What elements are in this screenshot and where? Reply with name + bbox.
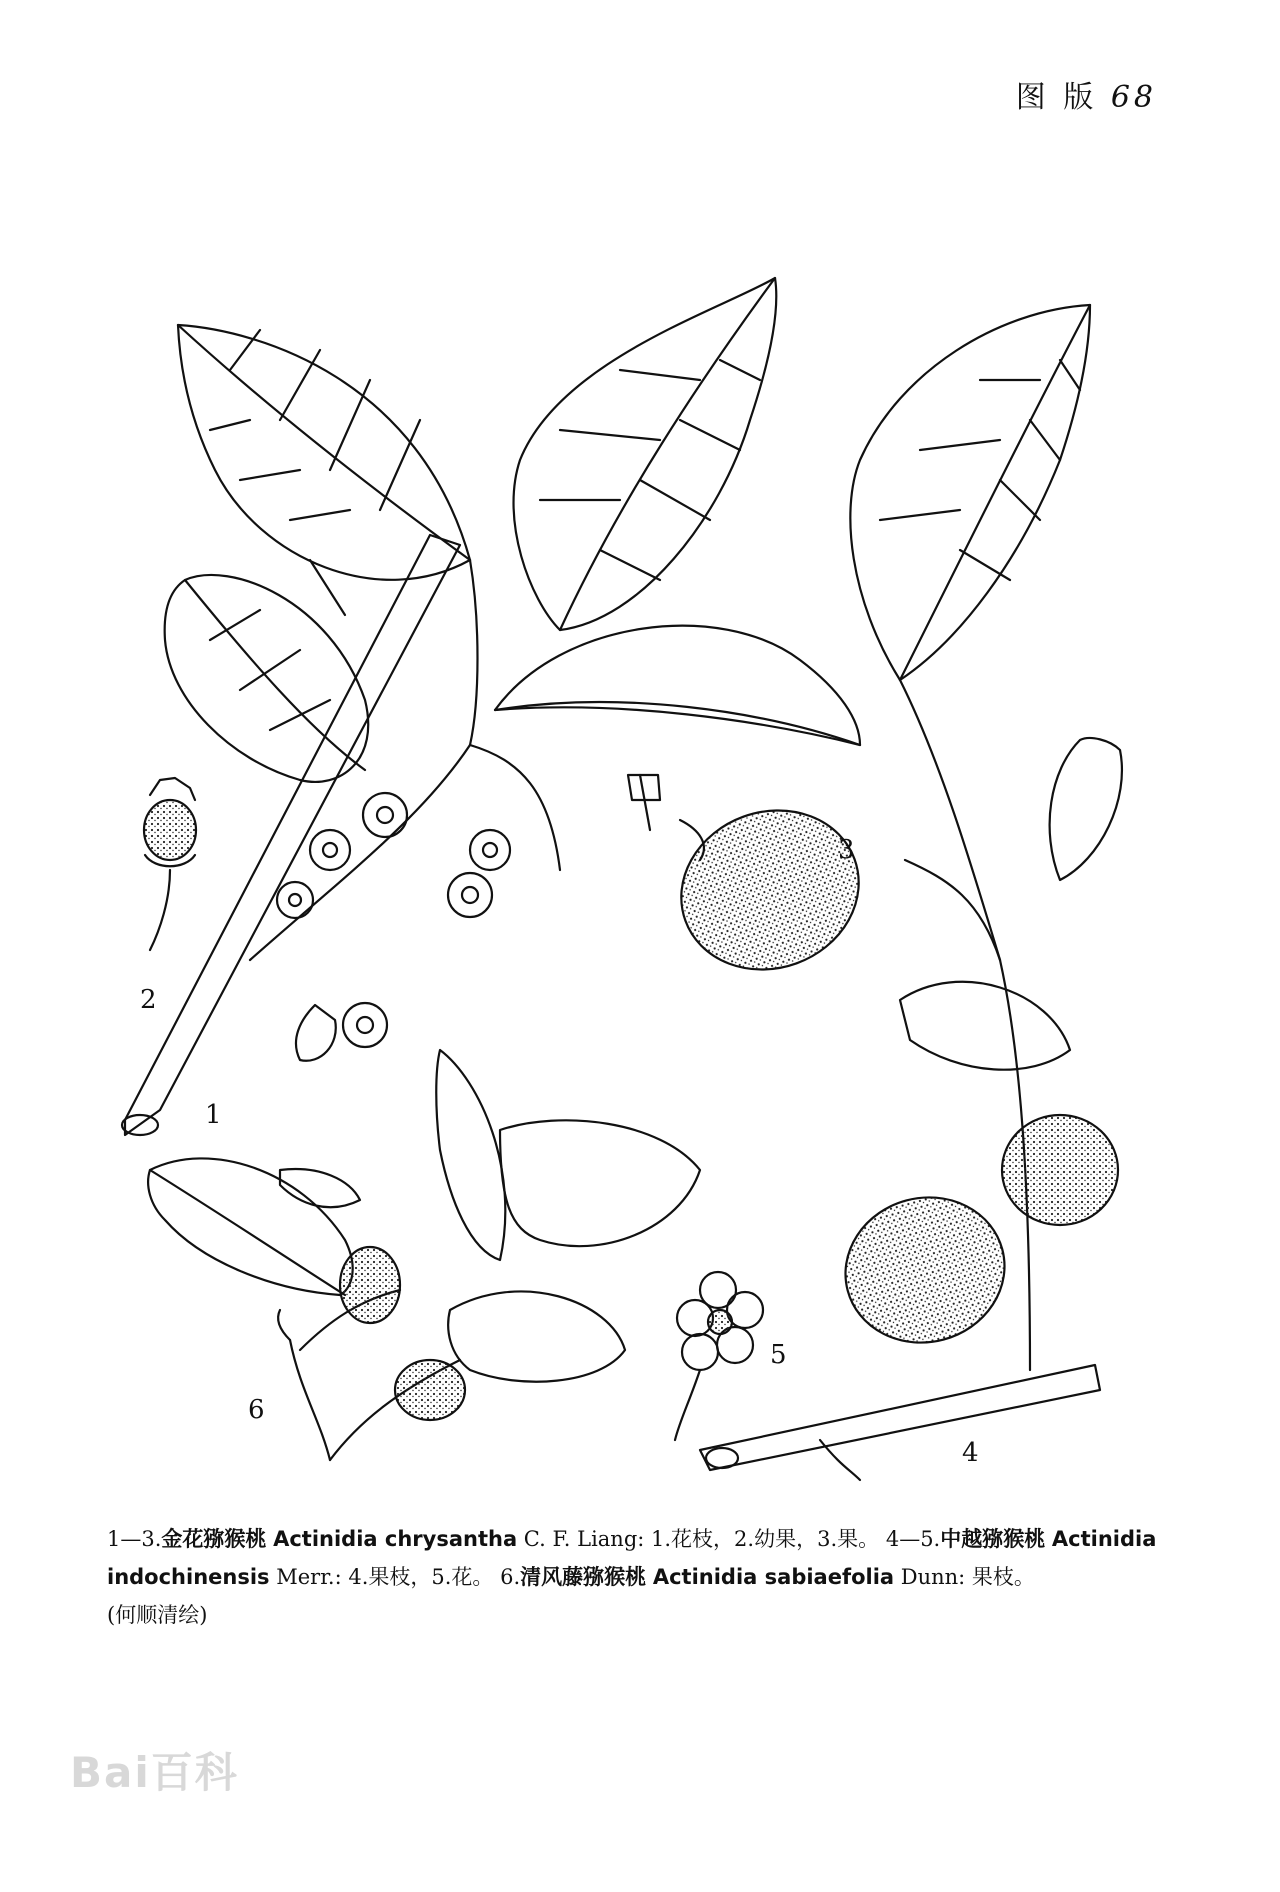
leaf xyxy=(500,1120,700,1246)
leaf xyxy=(1050,738,1122,880)
leaf xyxy=(148,1158,353,1295)
figure-label-6: 6 xyxy=(248,1395,265,1425)
leaf xyxy=(165,575,369,782)
figure-6-fruiting-branch xyxy=(148,1050,700,1460)
leaf xyxy=(900,982,1070,1070)
leaf xyxy=(495,626,860,745)
caption-species-cn-1: 金花猕猴桃 xyxy=(161,1526,267,1551)
leaf xyxy=(436,1050,505,1260)
figure-5-flower xyxy=(675,1272,763,1440)
figure-4-fruit xyxy=(829,1180,1021,1361)
caption-species-latin-1: Actinidia chrysantha xyxy=(273,1527,518,1551)
leaf xyxy=(448,1291,625,1381)
figure-3-fruit xyxy=(628,775,881,994)
caption-detail-3: Dunn: 果枝。 xyxy=(894,1565,1035,1589)
caption-species-cn-2: 中越猕猴桃 xyxy=(940,1526,1046,1551)
leaf xyxy=(296,1005,336,1061)
caption-range-3: 6. xyxy=(500,1565,521,1589)
caption-illustrator: (何顺清绘) xyxy=(107,1603,208,1627)
plate-label: 图 版 xyxy=(1015,80,1098,115)
baidu-watermark: Bai百科 xyxy=(70,1748,239,1797)
caption-detail-1: C. F. Liang: 1.花枝，2.幼果，3.果。 xyxy=(517,1527,880,1551)
figure-label-2: 2 xyxy=(140,985,157,1015)
figure-caption xyxy=(107,1520,1157,1634)
figure-2-young-fruit xyxy=(144,778,196,950)
figure-label-3: 3 xyxy=(838,835,855,865)
leaf xyxy=(280,1169,360,1207)
caption-species-cn-3: 清风藤猕猴桃 xyxy=(520,1564,647,1589)
figure-1-flowering-branch xyxy=(122,278,860,1135)
caption-species-latin-3: Actinidia sabiaefolia xyxy=(652,1565,895,1589)
leaf xyxy=(850,305,1090,680)
caption-detail-2: Merr.: 4.果枝，5.花。 xyxy=(269,1565,494,1589)
figure-label-1: 1 xyxy=(205,1100,222,1130)
caption-range-2: 4—5. xyxy=(885,1527,941,1551)
caption-species-latin-2: Actinidia indochinensis xyxy=(107,1527,1157,1589)
plate-number-value: 68 xyxy=(1110,80,1157,115)
figure-label-4: 4 xyxy=(962,1438,979,1468)
caption-range-1: 1—3. xyxy=(107,1527,162,1551)
figure-label-5: 5 xyxy=(770,1340,787,1370)
